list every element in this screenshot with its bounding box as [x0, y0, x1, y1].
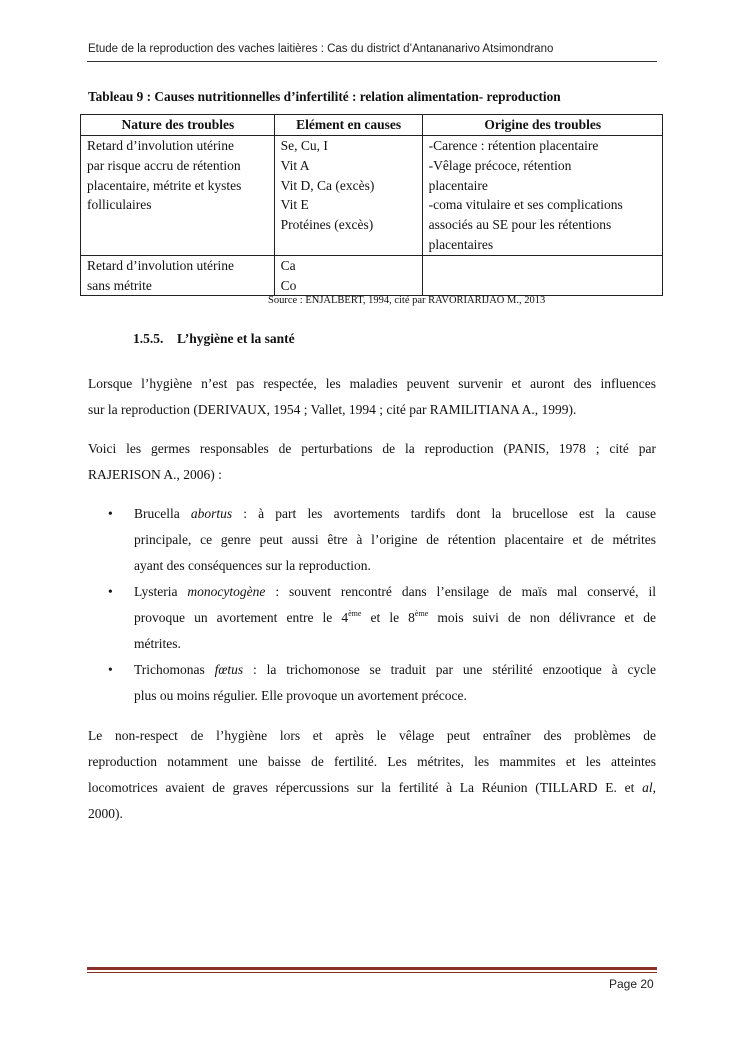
paragraph-line: reproduction notamment une baisse de fertilité. Les métrites, les mammites et les atteintes	[88, 754, 656, 769]
cell-line: Protéines (excès)	[280, 217, 374, 233]
paragraph-germs-intro	[88, 436, 656, 488]
cell-line: associés au SE pour les rétentions	[428, 217, 612, 233]
paragraph-line: RAJERISON A., 2006) :	[88, 467, 222, 482]
footer-rule-thin	[87, 972, 657, 973]
list-line: principale, ce genre peut aussi être à l’origine de rétention placentaire et de métrites	[134, 532, 656, 547]
footer-rule	[87, 967, 657, 970]
species-name: abortus	[190, 506, 233, 521]
table-source: Source : ENJALBERT, 1994, cité par RAVORIARIJAO M., 2013	[268, 295, 546, 306]
cell-line: Vit D, Ca (excès)	[280, 177, 375, 193]
cell-line: folliculaires	[87, 197, 152, 213]
column-header: Elément en causes	[274, 115, 422, 136]
cell-line: placentaire	[428, 177, 488, 193]
cell-line: -coma vitulaire et ses complications	[428, 197, 623, 213]
cell-line: Retard d’involution utérine	[87, 257, 234, 273]
list-line: ayant des conséquences sur la reproduction.	[134, 558, 371, 573]
column-header: Origine des troubles	[422, 115, 662, 136]
paragraph-line: 2000).	[88, 806, 123, 821]
page-number: Page 20	[609, 977, 654, 991]
paragraph-line: Lorsque l’hygiène n’est pas respectée, les maladies peuvent survenir et auront des influences	[88, 376, 656, 391]
table-cell-empty	[422, 255, 662, 296]
table-row	[81, 255, 663, 296]
list-line: Lysteria monocytogène : souvent rencontré dans l’ensilage de maïs mal conservé, il	[134, 584, 656, 599]
table-row	[81, 136, 663, 256]
species-name: monocytogène	[187, 584, 266, 599]
paragraph-line: sur la reproduction (DERIVAUX, 1954 ; Vallet, 1994 ; cité par RAMILITIANA A., 1999).	[88, 402, 577, 417]
list-item	[88, 657, 656, 709]
table-caption: Tableau 9 : Causes nutritionnelles d’infertilité : relation alimentation- reproduction	[88, 89, 561, 104]
list-line: métrites.	[134, 636, 181, 651]
cell-line: Se, Cu, I	[280, 138, 328, 153]
species-name: fœtus	[214, 662, 244, 677]
table-cell	[274, 255, 422, 296]
cell-line: Vit E	[280, 197, 309, 213]
table-cell	[81, 255, 275, 296]
cell-line: Ca	[280, 257, 296, 273]
list-line: provoque un avortement entre le 4ème et le 8ème mois suivi de non délivrance et de	[134, 609, 656, 625]
bullet-icon: •	[108, 506, 113, 521]
nutrition-causes-table	[80, 114, 663, 296]
paragraph-line: Voici les germes responsables de perturbations de la reproduction (PANIS, 1978 ; cité par	[88, 441, 656, 456]
bullet-icon: •	[108, 584, 113, 599]
list-line: Trichomonas fœtus : la trichomonose se traduit par une stérilité enzootique à cycle	[134, 662, 656, 677]
table-cell	[422, 136, 662, 256]
paragraph-line: Le non-respect de l’hygiène lors et après le vêlage peut entraîner des problèmes de	[88, 728, 656, 743]
section-title: L’hygiène et la santé	[177, 331, 295, 346]
table-header-row	[81, 115, 663, 136]
cell-line: par risque accru de rétention	[87, 157, 241, 173]
germs-list	[88, 501, 656, 709]
paragraph-hygiene-calving	[88, 723, 656, 827]
paragraph-line: locomotrices avaient de graves répercussions sur la fertilité à La Réunion (TILLARD E. et al,	[88, 780, 656, 795]
table-cell	[274, 136, 422, 256]
table-cell	[81, 136, 275, 256]
cell-line: sans métrite	[87, 277, 152, 293]
list-line: plus ou moins régulier. Elle provoque un avortement précoce.	[134, 688, 467, 703]
cell-line: Retard d’involution utérine	[87, 138, 234, 153]
bullet-icon: •	[108, 662, 113, 677]
paragraph-hygiene-intro	[88, 371, 656, 423]
section-number: 1.5.5.	[133, 331, 164, 346]
list-item	[88, 579, 656, 657]
running-header: Etude de la reproduction des vaches laitières : Cas du district d’Antananarivo Atsimondrano	[88, 43, 554, 55]
cell-line: -Vêlage précoce, rétention	[428, 157, 572, 173]
list-line: Brucella abortus : à part les avortements tardifs dont la brucellose est la cause	[134, 506, 656, 521]
cell-line: -Carence : rétention placentaire	[428, 138, 599, 153]
cell-line: placentaires	[428, 236, 494, 252]
section-heading	[133, 331, 295, 347]
cell-line: Co	[280, 277, 297, 293]
column-header: Nature des troubles	[81, 115, 275, 136]
cell-line: Vit A	[280, 157, 310, 173]
header-rule	[87, 61, 657, 62]
cell-line: placentaire, métrite et kystes	[87, 177, 242, 193]
list-item	[88, 501, 656, 579]
